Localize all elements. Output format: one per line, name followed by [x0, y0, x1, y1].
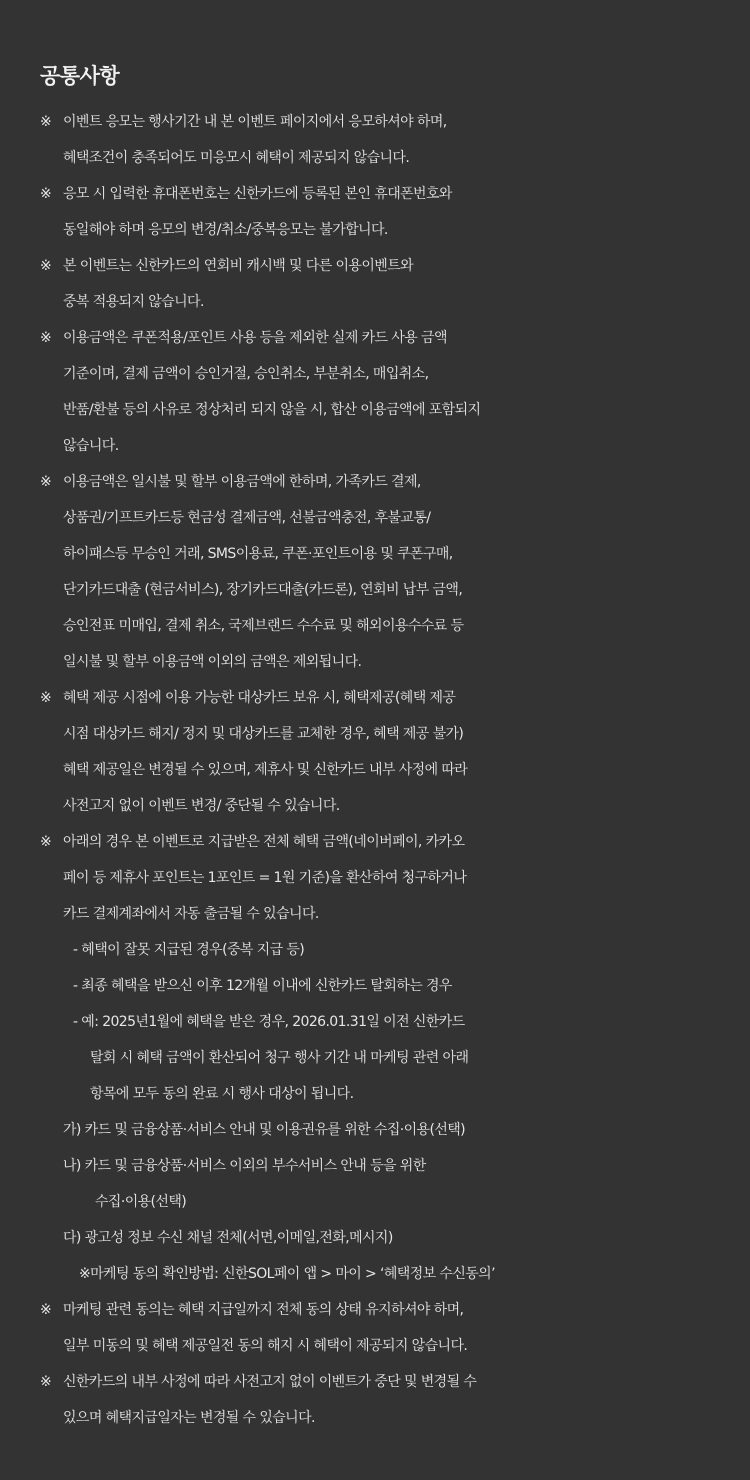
notice-item-6-cont: 혜택 제공일은 변경될 수 있으며, 제휴사 및 신한카드 내부 사정에 따라 [63, 762, 468, 778]
sub-item-withdrawal: - 최종 혜택을 받으신 이후 12개월 이내에 신한카드 탈회하는 경우 [73, 978, 452, 994]
notice-item-5-cont: 단기카드대출 (현금서비스), 장기카드대출(카드론), 연회비 납부 금액, [63, 582, 463, 598]
reference-mark-icon: ※ [40, 474, 52, 490]
notice-item-6-cont: 시점 대상카드 해지/ 정지 및 대상카드를 교체한 경우, 혜택 제공 불가) [63, 726, 464, 742]
notice-item-5-cont: 상품권/기프트카드등 현금성 결제금액, 선불금액충전, 후불교통/ [63, 510, 431, 526]
notice-item-8 [40, 1292, 750, 1328]
section-heading: 공통사항 [40, 64, 120, 88]
notice-text: 아래의 경우 본 이벤트로 지급받은 전체 혜택 금액(네이버페이, 카카오 [63, 834, 465, 850]
notice-item-7-cont: 페이 등 제휴사 포인트는 1포인트 = 1원 기준)을 환산하여 청구하거나 [63, 870, 467, 886]
reference-mark-icon: ※ [40, 1302, 52, 1318]
sub-item-wrong-payment: - 혜택이 잘못 지급된 경우(중복 지급 등) [73, 942, 305, 958]
reference-mark-icon: ※ [40, 258, 52, 274]
notice-item-5 [40, 464, 750, 500]
notice-item-2 [40, 176, 750, 212]
notice-item-5-cont: 일시불 및 할부 이용금액 이외의 금액은 제외됩니다. [63, 654, 362, 670]
notice-item-8-cont: 일부 미동의 및 혜택 제공일전 동의 해지 시 혜택이 제공되지 않습니다. [63, 1338, 468, 1354]
consent-item-da: 다) 광고성 정보 수신 채널 전체(서면,이메일,전화,메시지) [63, 1230, 393, 1246]
notice-text: 이벤트 응모는 행사기간 내 본 이벤트 페이지에서 응모하셔야 하며, [63, 114, 447, 130]
notice-text: 신한카드의 내부 사정에 따라 사전고지 없이 이벤트가 중단 및 변경될 수 [63, 1374, 477, 1390]
notice-item-7-cont: 카드 결제계좌에서 자동 출금될 수 있습니다. [63, 906, 319, 922]
sub-item-example-cont: 항목에 모두 동의 완료 시 행사 대상이 됩니다. [90, 1086, 354, 1102]
reference-mark-icon: ※ [40, 114, 52, 130]
notice-item-9-cont: 있으며 혜택지급일자는 변경될 수 있습니다. [63, 1410, 315, 1426]
sub-item-example-cont: 탈회 시 혜택 금액이 환산되어 청구 행사 기간 내 마케팅 관련 아래 [90, 1050, 469, 1066]
reference-mark-icon: ※ [40, 690, 52, 706]
notice-item-5-cont: 승인전표 미매입, 결제 취소, 국제브랜드 수수료 및 해외이용수수료 등 [63, 618, 464, 634]
notice-item-6-cont: 사전고지 없이 이벤트 변경/ 중단될 수 있습니다. [63, 798, 340, 814]
notice-item-7 [40, 824, 750, 860]
notice-text: 혜택 제공 시점에 이용 가능한 대상카드 보유 시, 혜택제공(혜택 제공 [63, 690, 456, 706]
notice-item-3-cont: 중복 적용되지 않습니다. [63, 294, 204, 310]
notice-item-4-cont: 기준이며, 결제 금액이 승인거절, 승인취소, 부분취소, 매입취소, [63, 366, 429, 382]
notice-item-1-cont: 혜택조건이 충족되어도 미응모시 혜택이 제공되지 않습니다. [63, 150, 410, 166]
notice-item-4-cont: 않습니다. [63, 438, 119, 454]
notice-text: 본 이벤트는 신한카드의 연회비 캐시백 및 다른 이용이벤트와 [63, 258, 414, 274]
reference-mark-icon: ※ [40, 834, 52, 850]
reference-mark-icon: ※ [40, 330, 52, 346]
consent-item-ga: 가) 카드 및 금융상품·서비스 안내 및 이용권유를 위한 수집·이용(선택) [63, 1122, 466, 1138]
notice-item-4-cont: 반품/환불 등의 사유로 정상처리 되지 않을 시, 합산 이용금액에 포함되지 [63, 402, 481, 418]
sub-item-example: - 예: 2025년1월에 혜택을 받은 경우, 2026.01.31일 이전 신한카드 [73, 1014, 465, 1030]
notice-item-4 [40, 320, 750, 356]
consent-item-na: 나) 카드 및 금융상품·서비스 이외의 부수서비스 안내 등을 위한 [63, 1158, 426, 1174]
notice-item-5-cont: 하이패스등 무승인 거래, SMS이용료, 쿠폰·포인트이용 및 쿠폰구매, [63, 546, 453, 562]
notice-text: 응모 시 입력한 휴대폰번호는 신한카드에 등록된 본인 휴대폰번호와 [63, 186, 452, 202]
notice-list [40, 104, 750, 1436]
notice-item-6 [40, 680, 750, 716]
notice-item-1 [40, 104, 750, 140]
reference-mark-icon: ※ [40, 1374, 52, 1390]
consent-item-na-cont: 수집·이용(선택) [95, 1194, 187, 1210]
notice-item-2-cont: 동일해야 하며 응모의 변경/취소/중복응모는 불가합니다. [63, 222, 388, 238]
notice-item-3 [40, 248, 750, 284]
notice-text: 이용금액은 일시불 및 할부 이용금액에 한하며, 가족카드 결제, [63, 474, 421, 490]
notice-text: 마케팅 관련 동의는 혜택 지급일까지 전체 동의 상태 유지하셔야 하며, [63, 1302, 464, 1318]
notice-item-9 [40, 1364, 750, 1400]
notice-text: 이용금액은 쿠폰적용/포인트 사용 등을 제외한 실제 카드 사용 금액 [63, 330, 447, 346]
marketing-consent-note: ※마케팅 동의 확인방법: 신한SOL페이 앱 > 마이 > ‘혜택정보 수신동의’ [79, 1266, 495, 1282]
reference-mark-icon: ※ [40, 186, 52, 202]
